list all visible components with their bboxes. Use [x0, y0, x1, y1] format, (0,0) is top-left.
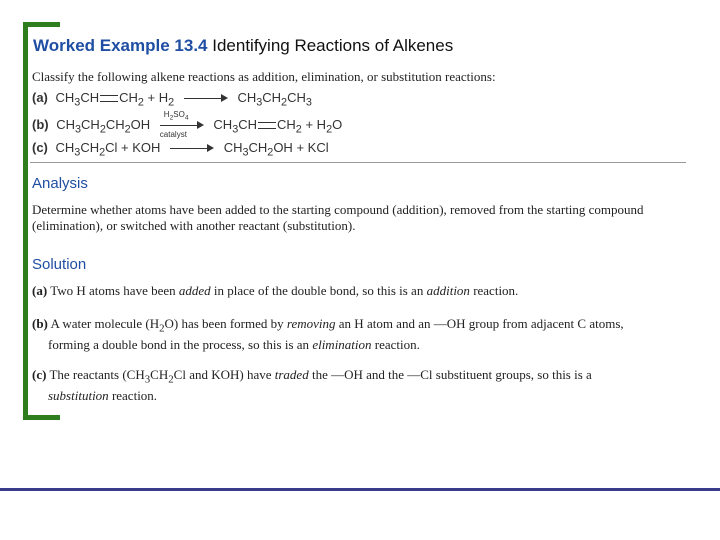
formula-part: H [316, 117, 327, 132]
example-number: Worked Example 13.4 [33, 36, 208, 55]
footer-rule [0, 488, 720, 491]
solution-emphasis: addition [426, 283, 470, 298]
solution-text: reaction. [469, 283, 519, 298]
reaction-arrow [170, 144, 214, 154]
formula-part: CH [119, 90, 138, 105]
reaction-arrow [184, 94, 228, 104]
plus-sign: + [121, 140, 129, 155]
subscript: 2 [99, 146, 106, 159]
double-bond [258, 122, 276, 129]
slide-title [33, 36, 453, 56]
reaction-label: (c) [32, 140, 48, 155]
formula-part: CH [277, 117, 296, 132]
formula-part: CH [287, 90, 306, 105]
subscript: 3 [75, 123, 82, 136]
bracket-bottom-bar [23, 415, 60, 420]
subscript: 3 [232, 123, 239, 136]
catalyst-label: catalyst [159, 129, 187, 139]
solution-text: the —OH and the —Cl substituent groups, so this is a [308, 367, 592, 382]
solution-c [32, 367, 682, 404]
bracket-left-bar [23, 22, 28, 420]
solution-emphasis: elimination [312, 336, 372, 352]
subscript: 3 [74, 96, 81, 109]
subscript: 2 [168, 96, 175, 109]
solution-b [32, 316, 682, 353]
subscript: 3 [144, 373, 151, 386]
solution-text: CH [150, 367, 169, 382]
solution-text: Cl and KOH) have [173, 367, 275, 382]
catalyst-formula: $H_2SO_4$ [163, 109, 189, 122]
section-divider [30, 162, 686, 163]
formula-part: CH [237, 90, 257, 105]
reaction-label: (b) [32, 117, 49, 132]
subscript: 3 [242, 146, 249, 159]
subscript: 3 [305, 96, 312, 109]
formula-part: KOH [132, 140, 161, 155]
reaction-a [32, 90, 312, 109]
subscript: 2 [326, 123, 333, 136]
double-bond [100, 95, 118, 102]
solution-text: an H atom and an —OH group from adjacent C atoms, [335, 316, 624, 331]
solution-text: A water molecule (H [50, 316, 160, 331]
solution-label: (a) [32, 283, 48, 298]
solution-a [32, 283, 682, 299]
formula-part: O [332, 117, 343, 132]
reaction-c [32, 140, 329, 159]
formula-part: CH [55, 90, 75, 105]
bracket-top-bar [23, 22, 60, 27]
formula-part: OH [273, 140, 293, 155]
subscript: 3 [74, 146, 81, 159]
solution-emphasis: substitution [48, 387, 109, 403]
subscript: 2 [295, 123, 302, 136]
solution-text: O) has been formed by [164, 316, 287, 331]
subscript: 2 [137, 96, 144, 109]
formula-part: CH [55, 140, 75, 155]
solution-emphasis: traded [274, 367, 309, 382]
formula-part: CH [262, 90, 282, 105]
formula-part: CH [248, 140, 268, 155]
solution-heading: Solution [32, 256, 87, 273]
solution-text: Two H atoms have been [50, 283, 179, 298]
solution-label: (b) [32, 316, 48, 331]
solution-text: in place of the double bond, so this is an [210, 283, 427, 298]
formula-part: OH [130, 117, 151, 132]
solution-text: forming a double bond in the process, so this is an [48, 336, 313, 352]
formula-part: CH [80, 90, 100, 105]
reaction-label: (a) [32, 90, 48, 105]
solution-text: reaction. [371, 336, 420, 352]
subscript: 2 [168, 373, 174, 386]
formula-part: CH [80, 140, 100, 155]
formula-part: Cl [105, 140, 118, 155]
subscript: 2 [159, 322, 165, 335]
intro-text: Classify the following alkene reactions as addition, elimination, or substitution reactions: [32, 69, 496, 84]
formula-part: CH [238, 117, 258, 132]
plus-sign: + [147, 90, 156, 105]
analysis-text: Determine whether atoms have been added to the starting compound (addition), removed from the starting compound (elimination), or switched with another reactant (substitution). [32, 202, 644, 233]
subscript: 3 [256, 96, 263, 109]
solution-emphasis: removing [286, 316, 336, 331]
solution-emphasis: added [178, 283, 211, 298]
formula-part: CH [223, 140, 243, 155]
reaction-b [32, 109, 343, 139]
solution-text: reaction. [108, 387, 158, 403]
formula-part: CH [81, 117, 100, 132]
subscript: 2 [267, 146, 274, 159]
formula-part: H [158, 90, 169, 105]
subscript: 2 [281, 96, 288, 109]
subscript: 2 [124, 123, 131, 136]
plus-sign: + [305, 117, 314, 132]
example-name: Identifying Reactions of Alkenes [212, 36, 454, 55]
formula-part: CH [105, 117, 125, 132]
formula-part: CH [213, 117, 233, 132]
plus-sign: + [296, 140, 305, 155]
formula-part: KCl [307, 140, 329, 155]
solution-label: (c) [32, 367, 47, 382]
solution-text: The reactants (CH [49, 367, 145, 382]
reaction-arrow [159, 109, 204, 139]
formula-part: CH [56, 117, 76, 132]
subscript: 2 [99, 123, 106, 136]
analysis-heading: Analysis [32, 175, 88, 192]
